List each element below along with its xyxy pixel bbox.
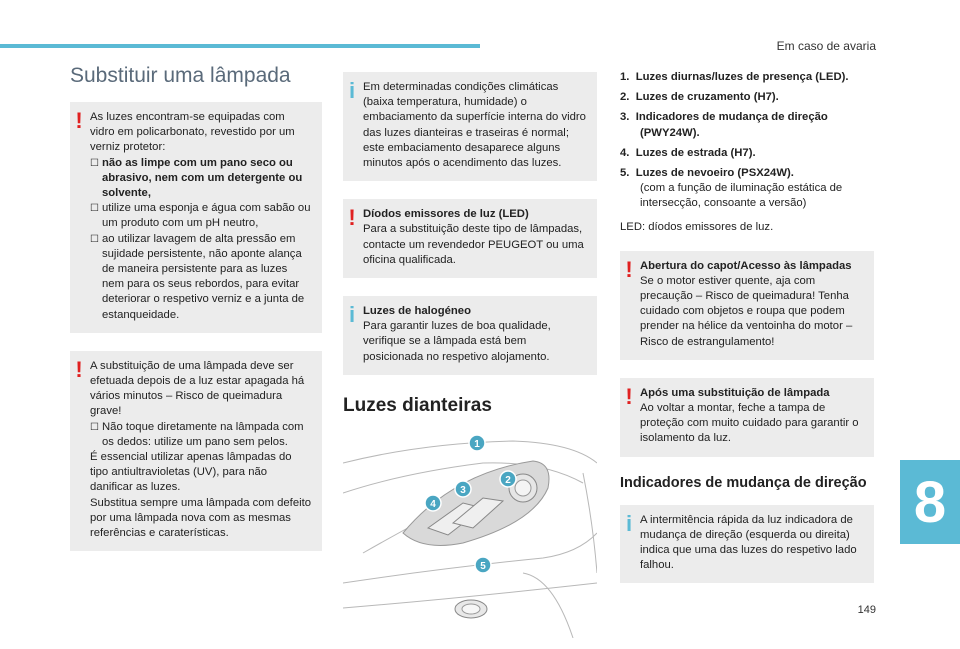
warning-box-polycarbonate bbox=[70, 102, 322, 333]
column-middle bbox=[343, 72, 597, 638]
header-accent-bar bbox=[0, 44, 480, 48]
info-box-indicators: i A intermitência rápida da luz indicadora de mudança de direção (esquerda ou direita) indica que uma das luzes do respetivo lado falhou. bbox=[620, 505, 874, 584]
checkbox-icon: ☐ bbox=[90, 157, 99, 169]
car-front-illustration bbox=[343, 433, 597, 638]
list-item: ☐ Não toque diretamente na lâmpada com os dedos: utilize um pano sem pelos. bbox=[90, 420, 304, 448]
warning-icon: ! bbox=[75, 356, 83, 382]
figure-label: 1 bbox=[474, 438, 480, 450]
section-title: Indicadores de mudança de direção bbox=[620, 474, 867, 491]
info-box-halogen: i Luzes de halogéneo Para garantir luzes de boa qualidade, verifique se a lâmpada está bem posicionada no respetivo alojamento. bbox=[343, 296, 597, 375]
box-title: Após uma substituição de lâmpada bbox=[640, 386, 830, 399]
warning-paragraph: É essencial utilizar apenas lâmpadas do tipo antiultravioletas (UV), para não danificar as luzes. bbox=[90, 451, 292, 494]
info-icon: i bbox=[348, 302, 356, 328]
list-item: ☐ ao utilizar lavagem de alta pressão em sujidade persistente, não aponte alança de maneira persistente para as luzes nem para os seus rebordos, para evitar deteriorar o respetivo verniz e a junta de estanqueidade. bbox=[90, 232, 305, 321]
warning-box-after-replacement: ! Após uma substituição de lâmpada Ao voltar a montar, feche a tampa de proteção com muito cuidado para garantir o isolamento da luz. bbox=[620, 378, 874, 457]
warning-icon: ! bbox=[625, 256, 633, 282]
list-item: 2. Luzes de cruzamento (H7). bbox=[620, 91, 779, 104]
section-title: Luzes dianteiras bbox=[343, 394, 492, 416]
warning-icon: ! bbox=[75, 108, 83, 133]
chapter-title: Em caso de avaria bbox=[776, 39, 876, 53]
warning-box-led: ! Díodos emissores de luz (LED) Para a substituição deste tipo de lâmpadas, contacte um revendedor PEUGEOT ou uma oficina qualificada. bbox=[343, 199, 597, 278]
box-title: Luzes de halogéneo bbox=[363, 305, 471, 318]
figure-label: 3 bbox=[460, 484, 466, 496]
list-item: ☐ utilize uma esponja e água com sabão ou um produto com um pH neutro, bbox=[90, 202, 311, 230]
box-title: Abertura do capot/Acesso às lâmpadas bbox=[640, 259, 852, 272]
figure-label: 2 bbox=[505, 474, 511, 486]
checkbox-icon: ☐ bbox=[90, 421, 99, 433]
page-title: Substituir uma lâmpada bbox=[70, 64, 291, 87]
page-number: 149 bbox=[857, 604, 876, 616]
list-item: 3. Indicadores de mudança de direção (PWY24W). bbox=[620, 111, 828, 139]
info-box-condensation: i Em determinadas condições climáticas (baixa temperatura, humidade) o embaciamento da superfície interna do vidro das luzes dianteiras e traseiras é normal; este embaciamento desaparece alguns minutos após o acendimento das luzes. bbox=[343, 72, 597, 181]
figure-label: 5 bbox=[480, 560, 486, 572]
warning-icon: ! bbox=[348, 205, 356, 231]
chapter-tab: 8 bbox=[900, 460, 960, 544]
warning-box-bonnet: ! Abertura do capot/Acesso às lâmpadas Se o motor estiver quente, aja com precaução – Risco de queimadura! Tenha cuidado com objetos e roupa que podem prender na hélice da ventoinha do motor – Risco de estrangulamento! bbox=[620, 251, 874, 360]
led-note: LED: díodos emissores de luz. bbox=[620, 220, 774, 233]
list-item: 5. Luzes de nevoeiro (PSX24W). (com a função de iluminação estática de intersecção, consoante a versão) bbox=[620, 167, 843, 210]
figure-label: 4 bbox=[430, 498, 436, 510]
warning-intro: A substituição de uma lâmpada deve ser efetuada depois de a luz estar apagada há vários minutos – Risco de queimadura grave! bbox=[90, 359, 305, 418]
checkbox-icon: ☐ bbox=[90, 233, 99, 245]
bulb-list bbox=[620, 70, 874, 212]
list-item: 4. Luzes de estrada (H7). bbox=[620, 146, 756, 159]
checkbox-icon: ☐ bbox=[90, 203, 99, 215]
headlight-figure bbox=[343, 433, 597, 638]
warning-paragraph: Substitua sempre uma lâmpada com defeito por uma lâmpada nova com as mesmas referências e caraterísticas. bbox=[90, 496, 312, 540]
info-icon: i bbox=[625, 510, 633, 536]
list-item: ☐ não as limpe com um pano seco ou abrasivo, nem com um detergente ou solvente, bbox=[90, 156, 303, 200]
warning-intro: As luzes encontram-se equipadas com vidro em policarbonato, revestido por um verniz protetor: bbox=[90, 111, 295, 154]
column-right bbox=[620, 70, 874, 601]
warning-icon: ! bbox=[625, 383, 633, 409]
list-item: 1. Luzes diurnas/luzes de presença (LED). bbox=[620, 71, 849, 83]
warning-box-burn bbox=[70, 351, 322, 551]
box-title: Díodos emissores de luz (LED) bbox=[363, 208, 529, 221]
column-left bbox=[70, 64, 322, 569]
info-icon: i bbox=[348, 78, 356, 103]
